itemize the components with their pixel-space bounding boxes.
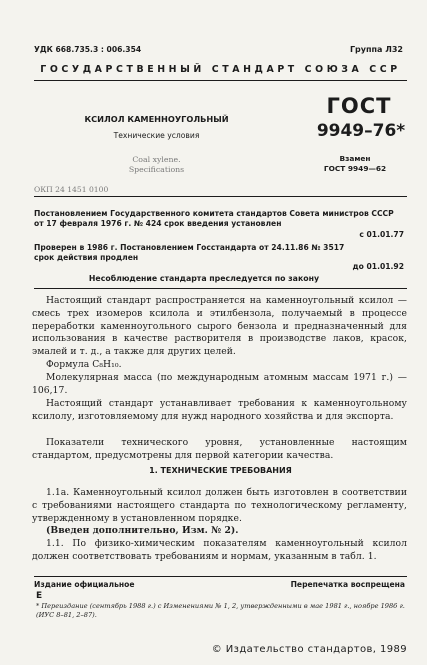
standard-banner: ГОСУДАРСТВЕННЫЙ СТАНДАРТ СОЮЗА ССР bbox=[40, 64, 401, 75]
checked-line-1: Проверен в 1986 г. Постановлением Госстандарта от 24.11.86 № 3517 bbox=[34, 243, 345, 252]
section-title: 1. ТЕХНИЧЕСКИЕ ТРЕБОВАНИЯ bbox=[149, 466, 292, 475]
paragraph-requirements: Настоящий стандарт устанавливает требования к каменноугольному ксилолу, изготовляемому для нужд народного хозяйства и для экспорта. bbox=[32, 398, 407, 422]
paragraph-molar-mass: Молекулярная масса (по международным атомным массам 1971 г.) — 106,17. bbox=[32, 372, 407, 396]
paragraph-scope: Настоящий стандарт распространяется на каменноугольный ксилол — смесь трех изомеров ксилола и этилбензола, получаемый в процессе переработки каменноугольного сырого бензола и предназначенный для использования в качестве растворителя в производстве лаков, красок, эмалей и т. д., а также для других целей. bbox=[32, 295, 407, 358]
group-code: Группа Л32 bbox=[349, 45, 403, 54]
decree-line-1: Постановлением Государственного комитета стандартов Совета министров СССР bbox=[34, 209, 394, 218]
until-date: до 01.01.92 bbox=[352, 262, 404, 271]
decree-line-2: от 17 февраля 1976 г. № 424 срок введения установлен bbox=[34, 219, 282, 228]
paragraph-1-1a: 1.1а. Каменноугольный ксилол должен быть изготовлен в соответствии с требованиями настоящего стандарта по технологическому регламенту, утвержденному в установленном порядке. bbox=[32, 487, 407, 524]
header-rule bbox=[34, 80, 407, 81]
amendment-note: (Введен дополнительно, Изм. № 2). bbox=[46, 525, 239, 536]
paragraph-1-1: 1.1. По физико-химическим показателям каменноугольный ксилол должен соответствовать требованиям и нормам, указанным в табл. 1. bbox=[32, 538, 407, 562]
decree-date: с 01.01.77 bbox=[359, 230, 404, 239]
gost-number: 9949–76* bbox=[316, 121, 406, 141]
gost-label: ГОСТ bbox=[326, 94, 392, 118]
udk-code: УДК 668.735.3 : 006.354 bbox=[34, 45, 142, 54]
replace-label: Взамен bbox=[339, 154, 371, 163]
checked-line-2: срок действия продлен bbox=[34, 253, 139, 262]
title-ru: КСИЛОЛ КАМЕННОУГОЛЬНЫЙ bbox=[84, 114, 229, 124]
law-warning: Несоблюдение стандарта преследуется по закону bbox=[88, 274, 320, 283]
official-edition: Издание официальное bbox=[34, 580, 135, 589]
paragraph-quality: Показатели технического уровня, установленные настоящим стандартом, предусмотрены для первой категории качества. bbox=[32, 437, 407, 461]
decree-rule bbox=[34, 288, 407, 289]
formula: Формула C₈H₁₀. bbox=[46, 359, 122, 370]
footer-rule bbox=[34, 576, 407, 577]
title-en: Coal xylene. bbox=[132, 155, 181, 164]
subtitle-ru: Технические условия bbox=[113, 131, 200, 140]
reprint-footnote: * Переиздание (сентябрь 1988 г.) с Изменениями № 1, 2, утвержденными в мае 1981 г., ноябре 1986 г. (ИУС 8–81, 2–87). bbox=[36, 602, 405, 619]
copyright: © Издательство стандартов, 1989 bbox=[211, 644, 407, 655]
replace-value: ГОСТ 9949—62 bbox=[323, 164, 387, 173]
okp-code: ОКП 24 1451 0100 bbox=[34, 185, 109, 194]
edition-letter: E bbox=[36, 591, 43, 601]
subtitle-en: Specifications bbox=[128, 165, 185, 174]
title-rule bbox=[34, 196, 407, 197]
reprint-notice: Перепечатка воспрещена bbox=[290, 580, 405, 589]
